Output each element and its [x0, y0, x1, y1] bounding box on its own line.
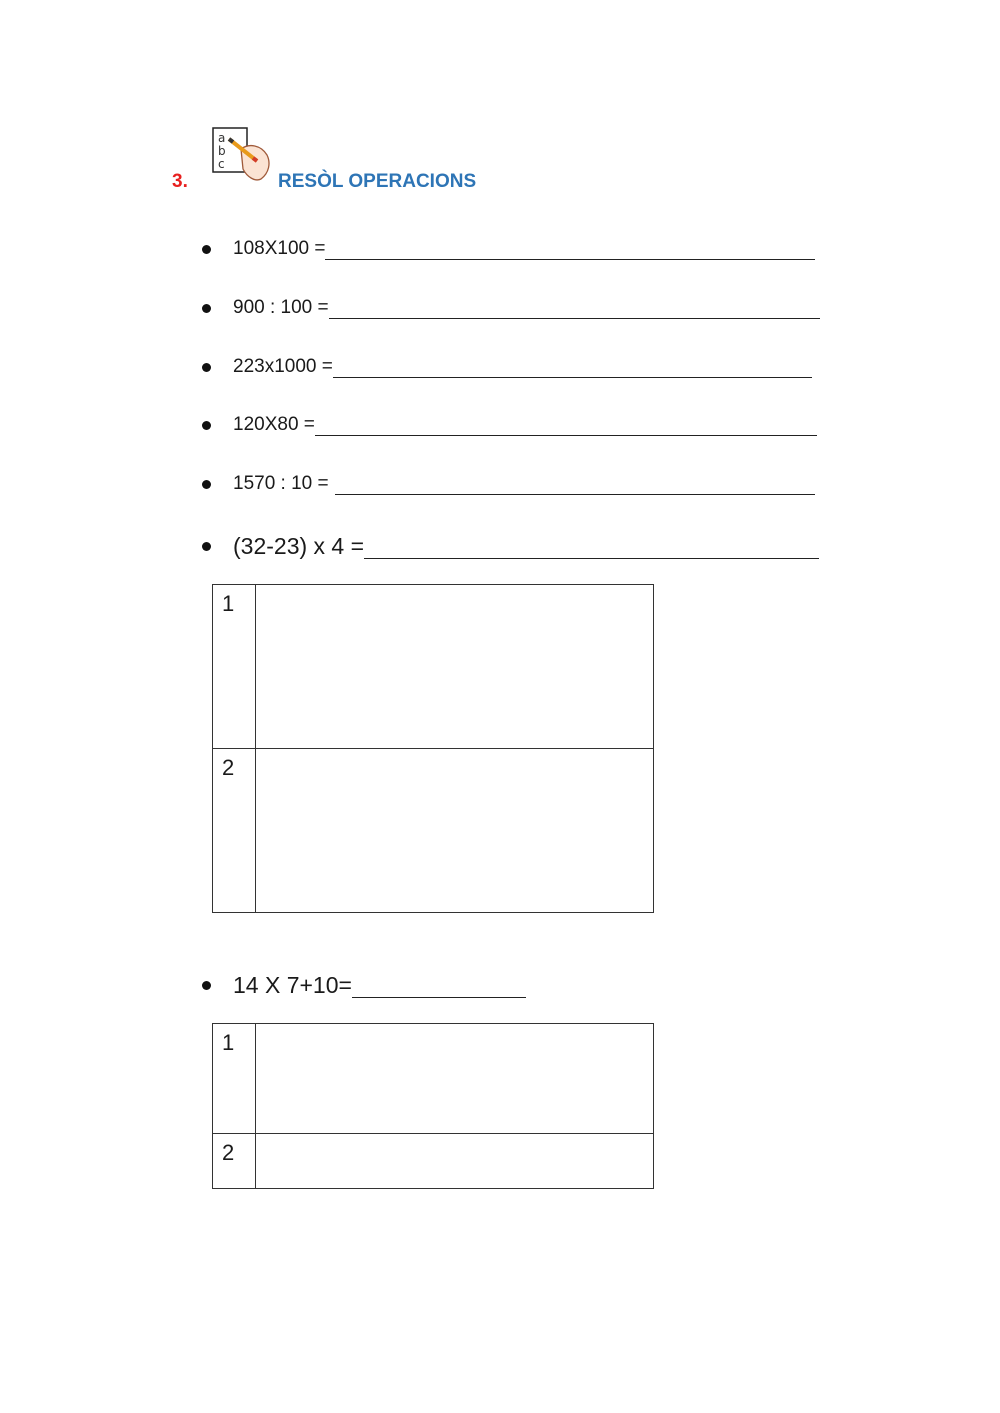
- answer-line[interactable]: [364, 540, 819, 559]
- operation-expression: 14 X 7+10=: [233, 972, 352, 998]
- operation-expression: (32-23) x 4 =: [233, 533, 365, 559]
- svg-text:a: a: [218, 131, 226, 145]
- bullet-icon: [202, 421, 211, 430]
- work-table-row: [213, 1024, 654, 1134]
- exercise-title: RESÒL OPERACIONS: [278, 171, 477, 192]
- operation-item: [202, 533, 819, 559]
- operation-item: [202, 473, 815, 495]
- operation-expression: 223x1000 =: [233, 356, 333, 377]
- answer-line[interactable]: [333, 359, 812, 378]
- operation-expression: 1570 : 10 =: [233, 473, 329, 494]
- answer-line[interactable]: [329, 300, 820, 319]
- work-table-row: [213, 749, 654, 913]
- operation-expression: 120X80 =: [233, 414, 315, 435]
- operation-item: [202, 356, 812, 378]
- step-number: 2: [213, 749, 256, 913]
- operation-item: [202, 297, 820, 319]
- work-table-row: [213, 585, 654, 749]
- bullet-icon: [202, 981, 211, 990]
- svg-text:b: b: [218, 144, 226, 158]
- bullet-icon: [202, 480, 211, 489]
- work-area[interactable]: [256, 1024, 654, 1134]
- work-area[interactable]: [256, 749, 654, 913]
- step-number: 1: [213, 1024, 256, 1134]
- step-number: 2: [213, 1134, 256, 1189]
- operation-expression: 108X100 =: [233, 238, 326, 259]
- answer-line[interactable]: [315, 417, 817, 436]
- bullet-icon: [202, 245, 211, 254]
- operation-item: [202, 414, 817, 436]
- work-table: [212, 1023, 654, 1189]
- work-table: [212, 584, 654, 913]
- step-number: 1: [213, 585, 256, 749]
- work-area[interactable]: [256, 585, 654, 749]
- operation-item: [202, 238, 815, 260]
- bullet-icon: [202, 542, 211, 551]
- bullet-icon: [202, 363, 211, 372]
- svg-text:c: c: [218, 157, 225, 171]
- answer-line[interactable]: [325, 241, 815, 260]
- answer-line[interactable]: [352, 979, 526, 998]
- exercise-number: 3.: [172, 171, 188, 192]
- answer-line[interactable]: [335, 476, 815, 495]
- work-table-row: [213, 1134, 654, 1189]
- operation-item: [202, 972, 526, 998]
- operation-expression: 900 : 100 =: [233, 297, 329, 318]
- work-area[interactable]: [256, 1134, 654, 1189]
- bullet-icon: [202, 304, 211, 313]
- writing-hand-abc-icon: [211, 127, 273, 185]
